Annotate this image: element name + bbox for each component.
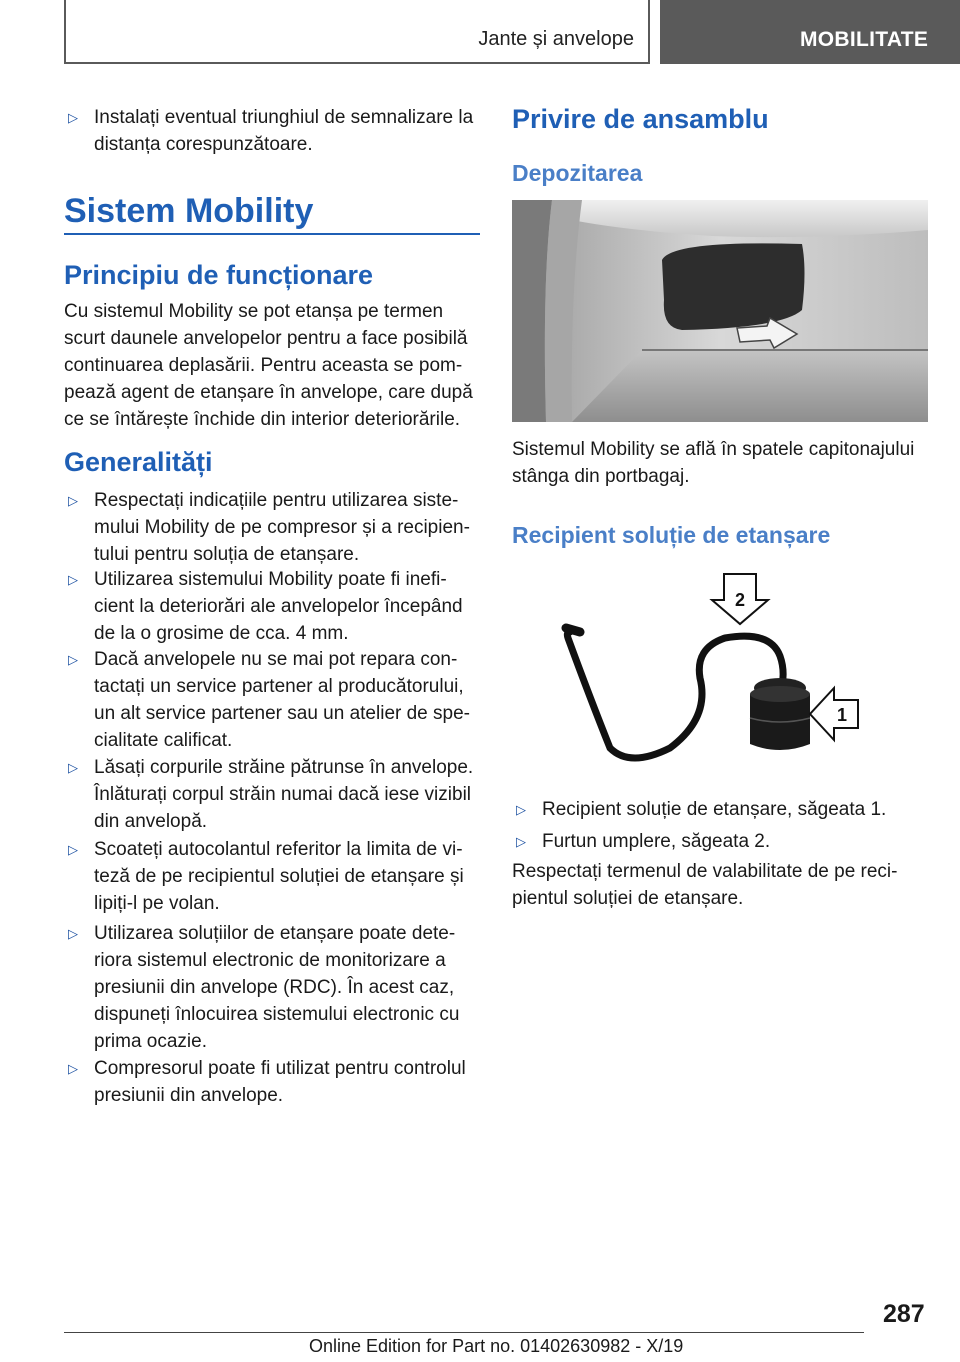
arrow-1-icon xyxy=(810,688,858,740)
sealant-container-diagram xyxy=(560,568,880,768)
triangle-bullet-icon: ▷ xyxy=(516,834,526,849)
list-item: ▷ Respectați indicațiile pentru utilizarea siste-mului Mobility de pe compresor și a recipien-tului pentru soluția de etanșare. xyxy=(64,487,480,568)
header-section-title: Jante și anvelope xyxy=(478,28,634,50)
triangle-bullet-icon: ▷ xyxy=(68,572,78,587)
arrow-2-label: 2 xyxy=(734,590,746,610)
list-item: ▷ Compresorul poate fi utilizat pentru controlul presiunii din anvelope. xyxy=(64,1055,480,1109)
arrow-1-label: 1 xyxy=(836,705,848,725)
subsubsection-title-storage: Depozitarea xyxy=(512,160,643,186)
triangle-bullet-icon: ▷ xyxy=(68,1061,78,1076)
header-chapter-title: MOBILITATE xyxy=(800,28,929,51)
triangle-bullet-icon: ▷ xyxy=(68,760,78,775)
list-item: ▷ Recipient soluție de etanșare, săgeata 1. xyxy=(512,796,928,823)
triangle-bullet-icon: ▷ xyxy=(68,493,78,508)
principle-paragraph: Cu sistemul Mobility se pot etanșa pe termen scurt daunele anvelopelor pentru a face posibilă continuarea deplasării. Pentru aceasta se pom-pează agent de etanșare în anvelope, care după ce se întărește închide din interior deteriorările. xyxy=(64,301,473,430)
subsection-title-overview: Privire de ansamblu xyxy=(512,104,769,134)
section-title: Sistem Mobility xyxy=(64,192,314,230)
triangle-bullet-icon: ▷ xyxy=(68,110,78,125)
list-item: ▷ Lăsați corpurile străine pătrunse în anvelope. Înlăturați corpul străin numai dacă iese vizibil din anvelopă. xyxy=(64,754,480,835)
subsection-title-principle: Principiu de funcționare xyxy=(64,260,374,290)
list-item: ▷ Utilizarea soluțiilor de etanșare poate dete-riora sistemul electronic de monitorizare a presiunii din anvelope (RDC). În acest caz, dispuneți înlocuirea sistemului electronic cu prima ocazie. xyxy=(64,920,480,1055)
list-item: ▷ Utilizarea sistemului Mobility poate fi inefi-cient la deteriorări ale anvelopelor începând de la o grosime de cca. 4 mm. xyxy=(64,566,480,647)
list-item: ▷ Dacă anvelopele nu se mai pot repara con-tactați un service partener al producătorului, un alt service partener sau un atelier de spe-cialitate calificat. xyxy=(64,646,480,754)
header-section-tab xyxy=(64,0,650,64)
footer-edition: Online Edition for Part no. 01402630982 - X/19 xyxy=(309,1336,684,1356)
list-item: ▷ Furtun umplere, săgeata 2. xyxy=(512,828,928,855)
subsubsection-title-container: Recipient soluție de etanșare xyxy=(512,522,831,548)
section-title-rule xyxy=(64,233,480,235)
subsection-title-general: Generalități xyxy=(64,447,213,477)
header-chapter-tab xyxy=(660,0,960,64)
triangle-bullet-icon: ▷ xyxy=(68,842,78,857)
expiry-note-paragraph: Respectați termenul de valabilitate de pe reci-pientul soluției de etanșare. xyxy=(512,861,898,909)
triangle-bullet-icon: ▷ xyxy=(68,926,78,941)
storage-paragraph: Sistemul Mobility se află în spatele capitonajului stânga din portbagaj. xyxy=(512,439,915,487)
triangle-bullet-icon: ▷ xyxy=(516,802,526,817)
trunk-storage-photo xyxy=(512,200,928,422)
list-item: ▷ Instalați eventual triunghiul de semnalizare la distanța corespunzătoare. xyxy=(64,104,480,158)
list-item: ▷ Scoateți autocolantul referitor la limita de vi-teză de pe recipientul soluției de etanșare și lipiți-l pe volan. xyxy=(64,836,480,917)
page-number: 287 xyxy=(883,1300,925,1328)
triangle-bullet-icon: ▷ xyxy=(68,652,78,667)
footer-rule xyxy=(64,1332,864,1333)
